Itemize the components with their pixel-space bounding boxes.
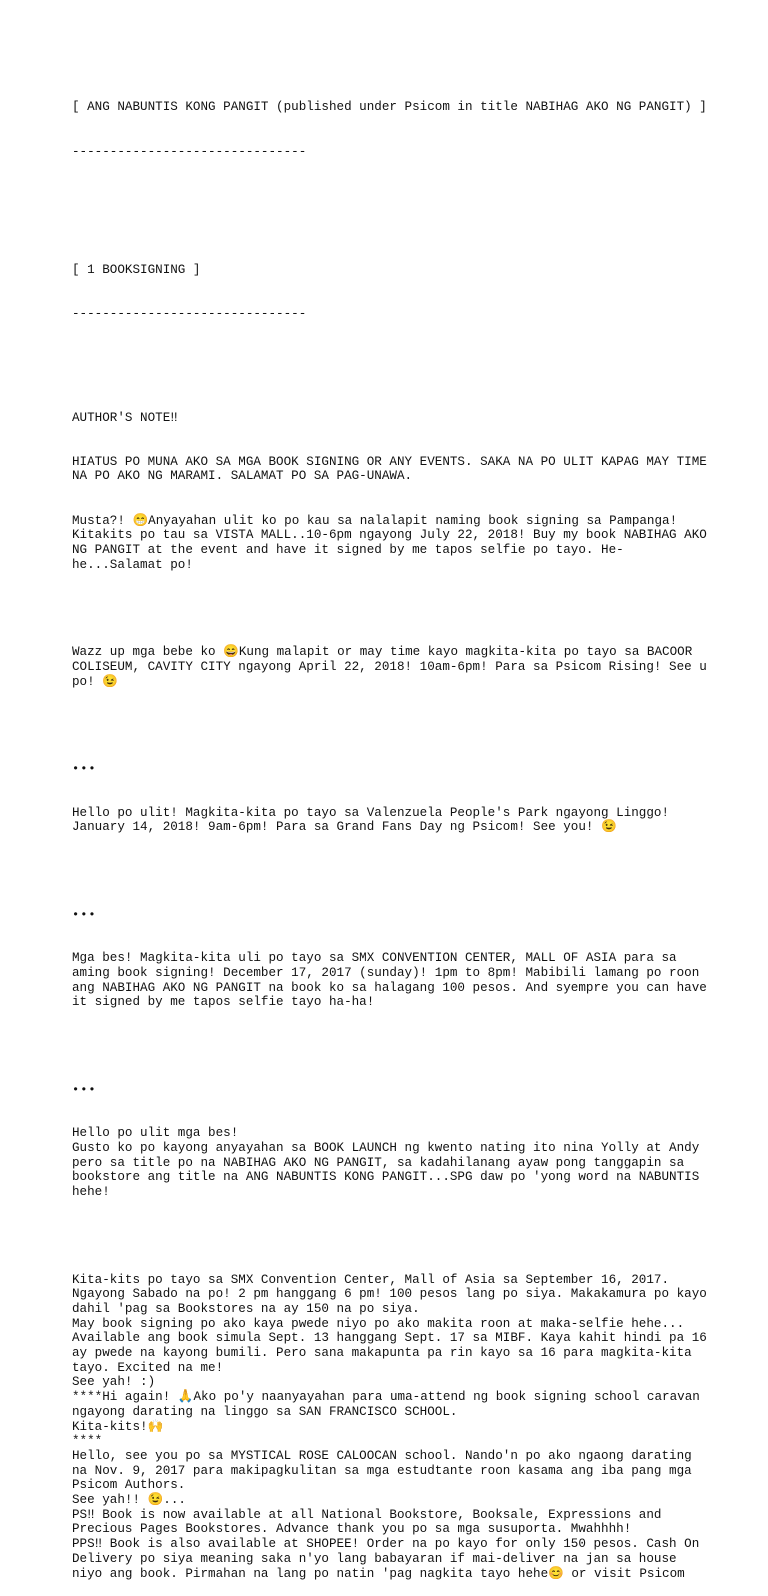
spacer: [72, 1229, 712, 1243]
title-rule: -------------------------------: [72, 144, 307, 159]
separator-dots: •••: [72, 762, 97, 777]
authors-note-label: AUTHOR'S NOTE‼: [72, 410, 178, 425]
section-heading: [ 1 BOOKSIGNING ]: [72, 263, 201, 278]
hiatus-notice: HIATUS PO MUNA AKO SA MGA BOOK SIGNING OR ANY EVENTS. SAKA NA PO ULIT KAPAG MAY TIME NA PO AKO NG MARAMI. SALAMAT PO SA PAG-UNAWA.: [72, 454, 715, 484]
paragraph-book-launch: Hello po ulit mga bes! Gusto ko po kayong anyayahan sa BOOK LAUNCH ng kwento nating ito nina Yolly at Andy pero sa title po na NABIHAG AKO NG PANGIT, sa kadahilanang ayaw pong tanggapin sa bookstore ang title na ANG NABUNTIS KONG PANGIT...SPG daw po 'yong word na NABUNTIS hehe!: [72, 1126, 700, 1199]
spacer: [72, 864, 712, 878]
paragraph-vista-mall: Musta?! 😁Anyayahan ulit ko po kau sa nalalapit naming book signing sa Pampanga! Kitakits po tau sa VISTA MALL..10-6pm ngayong July 22, 2018! Buy my book NABIHAG AKO NG PANGIT at the event and have it signed by me tapos selfie po tayo. He-he...Salamat po!: [72, 513, 715, 572]
document-title: [ ANG NABUNTIS KONG PANGIT (published under Psicom in title NABIHAG AKO NG PANGIT) ]: [72, 100, 707, 115]
separator-dots: •••: [72, 1082, 97, 1097]
paragraph-smx-september: Kita-kits po tayo sa SMX Convention Center, Mall of Asia sa September 16, 2017. Ngayong Sabado na po! 2 pm hanggang 6 pm! 100 pesos lang po siya. Makakamura po kayo dahil 'pag sa Bookstores na ay 150 na po siya. May book signing po ako kaya pwede niyo po ako makita roon at maka-selfie hehe... Available ang book simula Sept. 13 hanggang Sept. 17 sa MIBF. Kaya kahit hindi pa 16 ay pwede na kayong bumili. Pero sana makapunta pa rin kayo sa 16 para magkita-kita tayo. Excited na me! See yah! :) ****Hi again! 🙏Ako po'y naanyayahan para uma-attend ng book signing school caravan ngayong darating na linggo sa SAN FRANCISCO SCHOOL. Kita-kits!🙌 **** Hello, see you po sa MYSTICAL ROSE CALOOCAN school. Nando'n po ako ngaong darating na Nov. 9, 2017 para makipagkulitan sa mga estudtante roon kasama ang iba pang mga Psicom Authors. See yah!! 😉... PS‼ Book is now available at all National Bookstore, Booksale, Expressions and Precious Pages Bookstores. Advance thank you po sa mga susuporta. Mwahhhh! PPS‼ Book is also available at SHOPEE! Order na po kayo for only 150 pesos. Cash On Delivery po siya meaning saka n'yo lang babayaran if mai-deliver na jan sa house niyo ang book. Pirmahan na lang po natin 'pag nagkita tayo hehe😊 or visit Psicom: [72, 1272, 707, 1581]
paragraph-valenzuela: Hello po ulit! Magkita-kita po tayo sa Valenzuela People's Park ngayong Linggo! January 14, 2018! 9am-6pm! Para sa Grand Fans Day ng Psicom! See you! 😉: [72, 805, 677, 835]
paragraph-smx-december: Mga bes! Magkita-kita uli po tayo sa SMX CONVENTION CENTER, MALL OF ASIA para sa aming book signing! December 17, 2017 (sunday)! 1pm to 8pm! Mabibili lamang po roon ang NABIHAG AKO NG PANGIT na book ko sa halagang 100 pesos. And syempre you can have it signed by me tapos selfie tayo ha-ha!: [72, 951, 715, 1010]
document-body: [72, 71, 715, 1596]
section-rule: -------------------------------: [72, 307, 307, 322]
spacer: [72, 602, 712, 616]
spacer: [72, 719, 712, 733]
separator-dots: •••: [72, 907, 97, 922]
spacer: [72, 1039, 712, 1053]
spacer: [72, 351, 712, 381]
spacer: [72, 189, 712, 234]
paragraph-bacoor: Wazz up mga bebe ko 😄Kung malapit or may time kayo magkita-kita po tayo sa BACOOR COLISEUM, CAVITY CITY ngayong April 22, 2018! 10am-6pm! Para sa Psicom Rising! See u po! 😉: [72, 645, 715, 689]
